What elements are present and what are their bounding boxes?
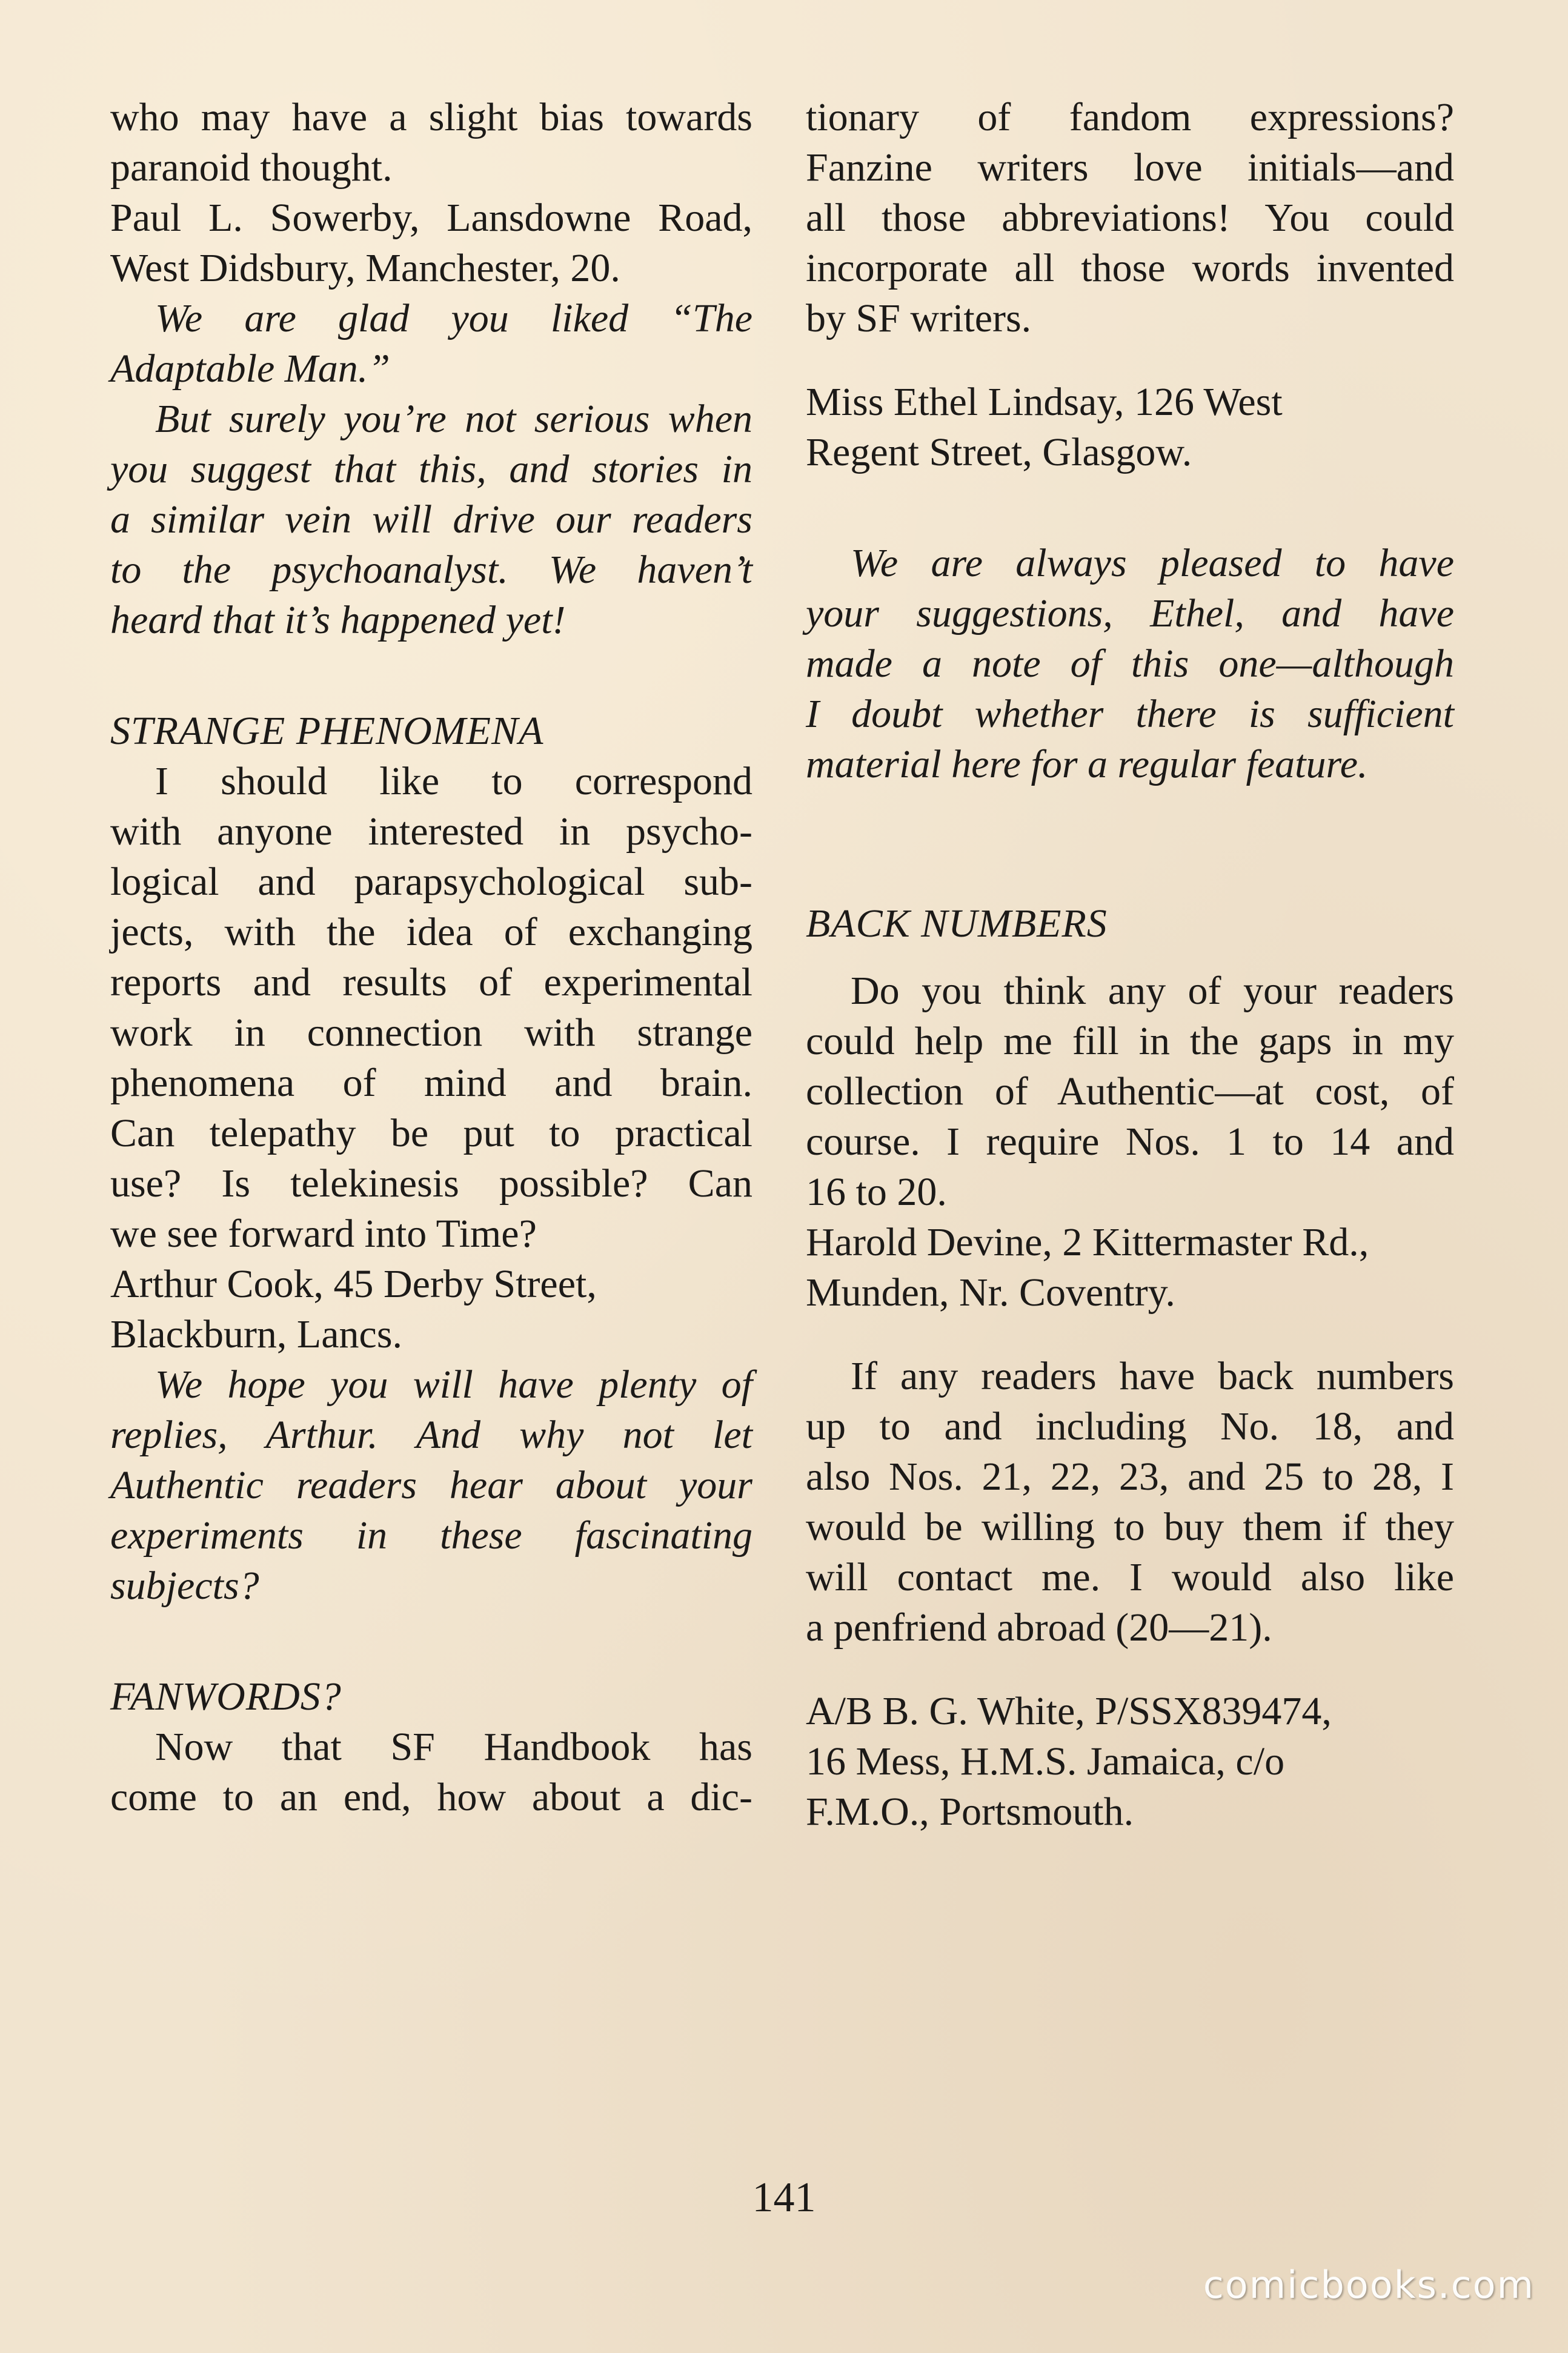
text-line: Do you think any of your readers <box>851 969 1454 1013</box>
text-line: I doubt whether there is sufficient <box>806 692 1454 736</box>
text-line: jects, with the idea of exchanging <box>110 910 752 954</box>
text-line: phenomena of mind and brain. <box>110 1061 752 1105</box>
text-line: Paul L. Sowerby, Lansdowne Road, <box>110 196 752 240</box>
letter-4-body <box>806 966 1454 1217</box>
text-line: course. I require Nos. 1 to 14 and <box>806 1120 1454 1164</box>
watermark-logo: comicbooks.com <box>1203 2263 1535 2307</box>
text-line: West Didsbury, Manchester, 20. <box>110 246 620 290</box>
letter-1-closing <box>110 92 752 193</box>
text-line: Miss Ethel Lindsay, 126 West <box>806 380 1283 424</box>
right-column <box>806 92 1454 1837</box>
text-line: 16 Mess, H.M.S. Jamaica, c/o <box>806 1739 1285 1784</box>
text-line: tionary of fandom expressions? <box>806 95 1454 139</box>
text-line: Can telepathy be put to practical <box>110 1111 752 1155</box>
text-line: Harold Devine, 2 Kittermaster Rd., <box>806 1220 1369 1264</box>
page-number: 141 <box>752 2174 816 2221</box>
left-column <box>110 92 752 1822</box>
text-line: a similar vein will drive our readers <box>110 497 752 542</box>
text-line: also Nos. 21, 22, 23, and 25 to 28, I <box>806 1455 1454 1499</box>
text-line: We are glad you liked “The <box>155 296 752 340</box>
text-line: by SF writers. <box>806 296 1032 340</box>
signature-2 <box>110 1259 752 1359</box>
text-line: Regent Street, Glasgow. <box>806 430 1192 474</box>
text-line: will contact me. I would also like <box>806 1555 1454 1599</box>
text-line: work in connection with strange <box>110 1011 752 1055</box>
text-line: subjects? <box>110 1564 259 1608</box>
letter-5-body <box>806 1351 1454 1653</box>
signature-4 <box>806 1217 1454 1318</box>
text-line: If any readers have back numbers <box>851 1354 1454 1398</box>
section-heading-strange-phenomena: STRANGE PHENOMENA <box>110 709 544 753</box>
text-line: Fanzine writers love initials—and <box>806 145 1454 190</box>
text-line: a penfriend abroad (20—21). <box>806 1605 1272 1650</box>
text-line: A/B B. G. White, P/SSX839474, <box>806 1689 1332 1733</box>
text-line: material here for a regular feature. <box>806 742 1368 786</box>
text-line: who may have a slight bias towards <box>110 95 752 139</box>
text-line: you suggest that this, and stories in <box>110 447 752 491</box>
text-line: But surely you’re not serious when <box>155 397 752 441</box>
text-line: collection of Authentic—at cost, of <box>806 1069 1454 1113</box>
text-line: made a note of this one—although <box>806 642 1454 686</box>
text-line: paranoid thought. <box>110 145 393 190</box>
text-line: F.M.O., Portsmouth. <box>806 1790 1134 1834</box>
signature-5 <box>806 1686 1454 1837</box>
text-line: I should like to correspond <box>155 759 752 803</box>
text-line: We hope you will have plenty of <box>155 1362 752 1407</box>
text-line: Arthur Cook, 45 Derby Street, <box>110 1262 597 1306</box>
text-line: with anyone interested in psycho- <box>110 809 752 854</box>
text-line: Now that SF Handbook has <box>155 1725 752 1769</box>
section-heading-back-numbers: BACK NUMBERS <box>806 901 1108 946</box>
signature-1 <box>110 193 752 293</box>
text-line: use? Is telekinesis possible? Can <box>110 1161 752 1206</box>
signature-3 <box>806 377 1454 477</box>
editor-reply-3 <box>806 538 1454 789</box>
text-line: We are always pleased to have <box>851 541 1454 585</box>
text-line: up to and including No. 18, and <box>806 1404 1454 1449</box>
text-line: heard that it’s happened yet! <box>110 598 566 642</box>
text-line: Blackburn, Lancs. <box>110 1312 403 1356</box>
text-line: could help me fill in the gaps in my <box>806 1019 1454 1063</box>
text-line: come to an end, how about a dic- <box>110 1775 752 1819</box>
text-line: experiments in these fascinating <box>110 1513 752 1558</box>
editor-reply-2 <box>110 1359 752 1611</box>
text-line: we see forward into Time? <box>110 1212 537 1256</box>
text-line: Adaptable Man.” <box>110 347 390 391</box>
letter-3-body-start <box>110 1722 752 1822</box>
letter-2-body <box>110 756 752 1259</box>
text-line: logical and parapsychological sub- <box>110 860 752 904</box>
text-line: your suggestions, Ethel, and have <box>806 591 1454 636</box>
text-line: Munden, Nr. Coventry. <box>806 1270 1175 1315</box>
text-line: to the psychoanalyst. We haven’t <box>110 548 752 592</box>
text-line: reports and results of experimental <box>110 960 752 1004</box>
editor-reply-1 <box>110 293 752 645</box>
text-line: would be willing to buy them if they <box>806 1505 1454 1549</box>
letter-3-body-continued <box>806 92 1454 343</box>
text-line: incorporate all those words invented <box>806 246 1454 290</box>
text-line: Authentic readers hear about your <box>110 1463 752 1507</box>
section-heading-fanwords: FANWORDS? <box>110 1674 342 1719</box>
text-line: 16 to 20. <box>806 1170 947 1214</box>
text-line: all those abbreviations! You could <box>806 196 1454 240</box>
text-line: replies, Arthur. And why not let <box>110 1413 752 1457</box>
